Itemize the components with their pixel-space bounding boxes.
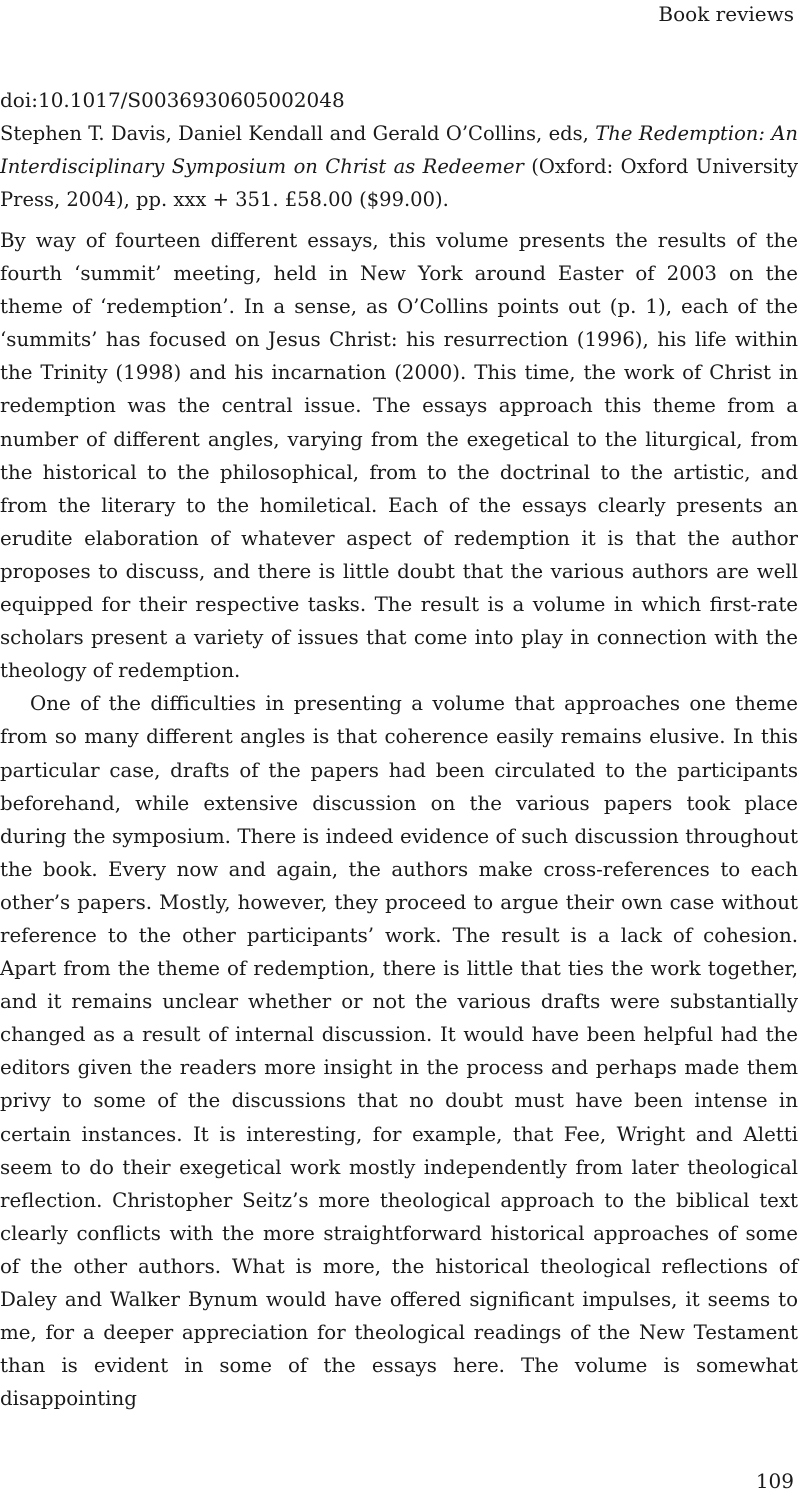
publication-details: (Oxford: Oxford University Press, 2004), pp. xxx + 351. £58.00 ($99.00). — [0, 155, 798, 211]
doi-line: doi:10.1017/S0036930605002048 — [0, 88, 345, 112]
running-head: Book reviews — [658, 2, 794, 26]
book-editors: Stephen T. Davis, Daniel Kendall and Gerald O’Collins, eds, — [0, 122, 589, 145]
book-title: The Redemption: An Interdisciplinary Symposium on Christ as Redeemer — [0, 122, 798, 178]
book-citation — [0, 117, 798, 216]
page-number: 109 — [755, 1469, 794, 1493]
paragraph: By way of fourteen different essays, this volume presents the results of the fourth ‘summit’ meeting, held in New York around Easter of 2003 on the theme of ‘redemption’. In a sense, as O’Collins points out (p. 1), each of the ‘summits’ has focused on Jesus Christ: his resurrection (1996), his life within the Trinity (1998) and his incarnation (2000). This time, the work of Christ in redemption was the central issue. The essays approach this theme from a number of different angles, varying from the exegetical to the liturgical, from the historical to the philosophical, from to the doctrinal to the artistic, and from the literary to the homiletical. Each of the essays clearly presents an erudite elaboration of whatever aspect of redemption it is that the author proposes to discuss, and there is little doubt that the various authors are well equipped for their respective tasks. The result is a volume in which first-rate scholars present a variety of issues that come into play in connection with the theology of redemption. — [0, 229, 798, 683]
review-body — [0, 224, 798, 1415]
paragraph: One of the difficulties in presenting a volume that approaches one theme from so many different angles is that coherence easily remains elusive. In this particular case, drafts of the papers had been circulated to the participants beforehand, while extensive discussion on the various papers took place during the symposium. There is indeed evidence of such discussion throughout the book. Every now and again, the authors make cross-references to each other’s papers. Mostly, however, they proceed to argue their own case without reference to the other participants’ work. The result is a lack of cohesion. Apart from the theme of redemption, there is little that ties the work together, and it remains unclear whether or not the various drafts were substantially changed as a result of internal discussion. It would have been helpful had the editors given the readers more insight in the process and perhaps made them privy to some of the discussions that no doubt must have been intense in certain instances. It is interesting, for example, that Fee, Wright and Aletti seem to do their exegetical work mostly independently from later theological reflection. Christopher Seitz’s more theological approach to the biblical text clearly conflicts with the more straightforward historical approaches of some of the other authors. What is more, the historical theological reflections of Daley and Walker Bynum would have offered significant impulses, it seems to me, for a deeper appreciation for theological readings of the New Testament than is evident in some of the essays here. The volume is somewhat disappointing — [0, 692, 798, 1411]
